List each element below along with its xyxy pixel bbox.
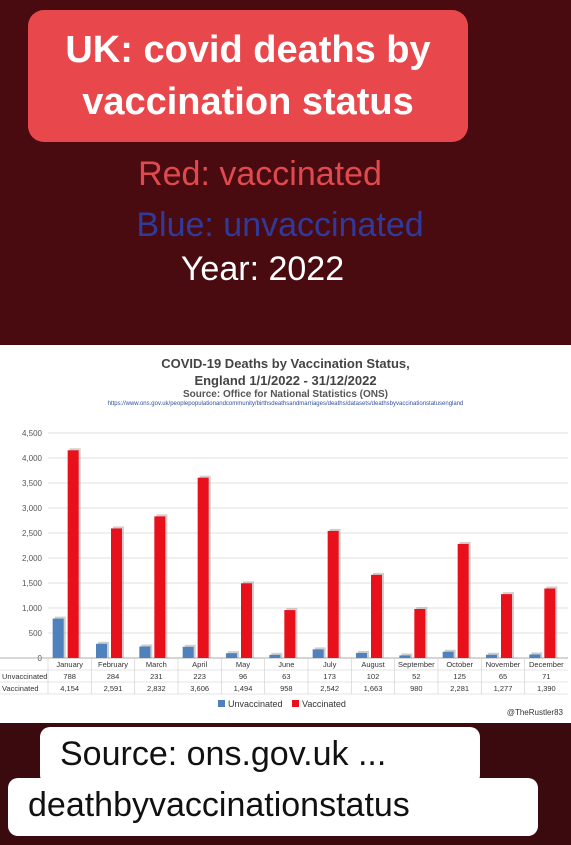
legend-label: Vaccinated [302, 699, 346, 709]
table-value: 96 [238, 672, 248, 681]
table-value: 125 [453, 672, 466, 681]
legend-swatch [218, 700, 225, 707]
table-value: 958 [280, 684, 293, 693]
source-line-1: Source: ons.gov.uk ... [60, 735, 387, 773]
x-tick-label: January [56, 660, 84, 669]
bar-vaccinated [458, 544, 469, 658]
year-text: Year: 2022 [180, 250, 345, 288]
table-value: 980 [410, 684, 423, 693]
x-tick-label: August [361, 660, 385, 669]
x-tick-label: November [485, 660, 521, 669]
bar-vaccinated [371, 575, 382, 658]
y-tick-label: 3,000 [21, 504, 42, 513]
source-box-1 [40, 727, 480, 785]
header-area [0, 0, 571, 345]
bar-unvaccinated [399, 655, 410, 658]
bar-vaccinated [414, 609, 425, 658]
table-value: 1,663 [363, 684, 383, 693]
bar-unvaccinated [226, 653, 237, 658]
bar-unvaccinated [269, 655, 280, 658]
table-value: 231 [150, 672, 163, 681]
chart-source: Source: Office for National Statistics (ONS) [182, 389, 389, 400]
title-box [28, 10, 468, 142]
legend-swatch [292, 700, 299, 707]
table-value: 2,542 [320, 684, 340, 693]
source-line-2: deathbyvaccinationstatus [28, 786, 410, 824]
bar-vaccinated [154, 516, 165, 658]
table-value: 63 [282, 672, 291, 681]
x-tick-label: February [97, 660, 129, 669]
bar-vaccinated [198, 478, 209, 658]
bar-unvaccinated [486, 655, 497, 658]
y-tick-label: 3,500 [21, 479, 42, 488]
table-value: 1,494 [233, 684, 253, 693]
x-tick-label: September [397, 660, 435, 669]
bar-unvaccinated [443, 652, 454, 658]
bar-chart [0, 345, 571, 723]
table-value: 2,591 [103, 684, 123, 693]
bar-vaccinated [111, 528, 122, 658]
bar-vaccinated [544, 589, 555, 659]
bar-vaccinated [501, 594, 512, 658]
chart-title-line1: COVID-19 Deaths by Vaccination Status, [161, 356, 410, 371]
legend-red-text: Red: vaccinated [138, 155, 382, 193]
x-tick-label: December [529, 660, 564, 669]
table-value: 102 [366, 672, 380, 681]
table-value: 4,154 [60, 684, 80, 693]
legend-blue-text: Blue: unvaccinated [136, 206, 424, 244]
table-value: 1,390 [536, 684, 556, 693]
table-row-header: Vaccinated [2, 684, 39, 693]
x-tick-label: April [192, 660, 208, 669]
table-value: 2,281 [450, 684, 470, 693]
bar-unvaccinated [313, 649, 324, 658]
y-tick-label: 4,500 [21, 429, 42, 438]
bar-vaccinated [328, 531, 339, 658]
legend-label: Unvaccinated [228, 699, 283, 709]
bar-unvaccinated [356, 653, 367, 658]
bar-unvaccinated [183, 647, 194, 658]
table-value: 71 [542, 672, 551, 681]
x-tick-label: March [145, 660, 167, 669]
x-tick-label: July [322, 660, 337, 669]
y-tick-label: 500 [28, 629, 42, 638]
x-tick-label: June [278, 660, 295, 669]
table-row-header: Unvaccinated [2, 672, 48, 681]
bar-unvaccinated [96, 644, 107, 658]
table-value: 173 [323, 672, 336, 681]
table-value: 52 [412, 672, 421, 681]
chart-url: https://www.ons.gov.uk/peoplepopulationandcommunity/birthsdeathsandmarriages/deaths/datasets/deathsbyvaccinationstatusengland [107, 401, 464, 407]
table-value: 2,832 [146, 684, 166, 693]
page-title: UK: covid deaths by vaccination status [65, 29, 431, 123]
x-tick-label: May [235, 660, 251, 669]
y-tick-label: 2,000 [21, 554, 42, 563]
bar-vaccinated [241, 583, 252, 658]
y-tick-label: 0 [37, 654, 42, 663]
table-value: 284 [106, 672, 120, 681]
x-tick-label: October [446, 660, 474, 669]
bar-unvaccinated [53, 619, 64, 658]
source-box-2 [8, 778, 538, 836]
table-value: 65 [498, 672, 508, 681]
bar-vaccinated [284, 610, 295, 658]
table-value: 788 [63, 672, 76, 681]
y-tick-label: 1,500 [21, 579, 42, 588]
table-value: 1,277 [493, 684, 513, 693]
bar-unvaccinated [139, 646, 150, 658]
y-tick-label: 4,000 [21, 454, 42, 463]
table-value: 223 [193, 672, 206, 681]
credit-text: @TheRustler83 [506, 708, 563, 717]
y-tick-label: 2,500 [21, 529, 42, 538]
chart-title-line2: England 1/1/2022 - 31/12/2022 [194, 373, 377, 388]
bar-unvaccinated [529, 654, 540, 658]
y-tick-label: 1,000 [21, 604, 42, 613]
bar-vaccinated [68, 450, 79, 658]
table-value: 3,606 [190, 684, 210, 693]
